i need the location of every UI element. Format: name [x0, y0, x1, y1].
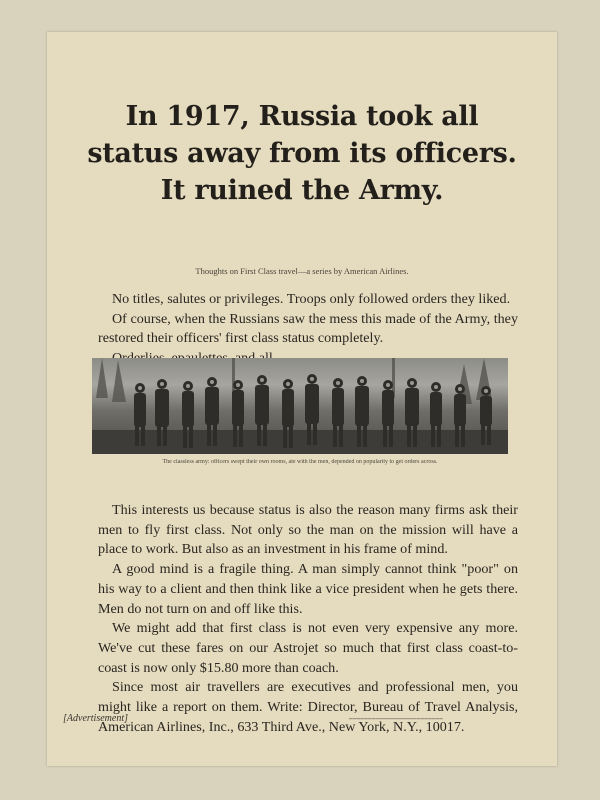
paragraph: A good mind is a fragile thing. A man simply cannot think "poor" on his way to a client and then think like a vice president when he gets there. Men do not turn on and off like this. [98, 561, 518, 617]
soldiers-photo-illustration [92, 358, 508, 454]
paragraph: We might add that first class is not even very expensive any more. We've cut these fares on our Astrojet so much that first class coast-to-coast is now only $15.80 more than coach. [98, 620, 518, 676]
paragraph: Since most air travellers are executives and professional men, you might like a report on them. Write: Director, Bureau of Travel Analysis, American Airlines, Inc., 633 Third Ave., New York, N.Y., 10017. [98, 679, 518, 735]
series-subline: Thoughts on First Class travel—a series by American Airlines. [195, 266, 409, 276]
advertisement-label: [Advertisement] [63, 713, 128, 724]
body-copy-top [98, 290, 518, 369]
headline-line-3: It ruined the Army. [160, 175, 444, 206]
photo-caption: The classless army: officers swept their own rooms, ate with the men, depended on popularity to get orders across. [162, 459, 438, 465]
advertisement-page [47, 32, 557, 766]
paragraph: Of course, when the Russians saw the mess this made of the Army, they restored their officers' first class status completely. [98, 310, 518, 347]
paragraph: No titles, salutes or privileges. Troops only followed orders they liked. [112, 291, 511, 307]
headline [47, 98, 557, 209]
headline-line-2: status away from its officers. [87, 138, 517, 169]
body-copy-bottom [98, 501, 518, 737]
soldiers-photo [92, 358, 508, 454]
paragraph: This interests us because status is also the reason many firms ask their men to fly first class. Not only so the man on the mission will have a place to work. But also as an investment in his frame of mind. [98, 502, 518, 558]
fine-print-mark: ▁▁▁▁▁▁▁▁▁▁▁▁▁▁▁▁▁▁▁▁▁▁▁▁▁ [349, 714, 444, 719]
headline-line-1: In 1917, Russia took all [125, 101, 479, 132]
